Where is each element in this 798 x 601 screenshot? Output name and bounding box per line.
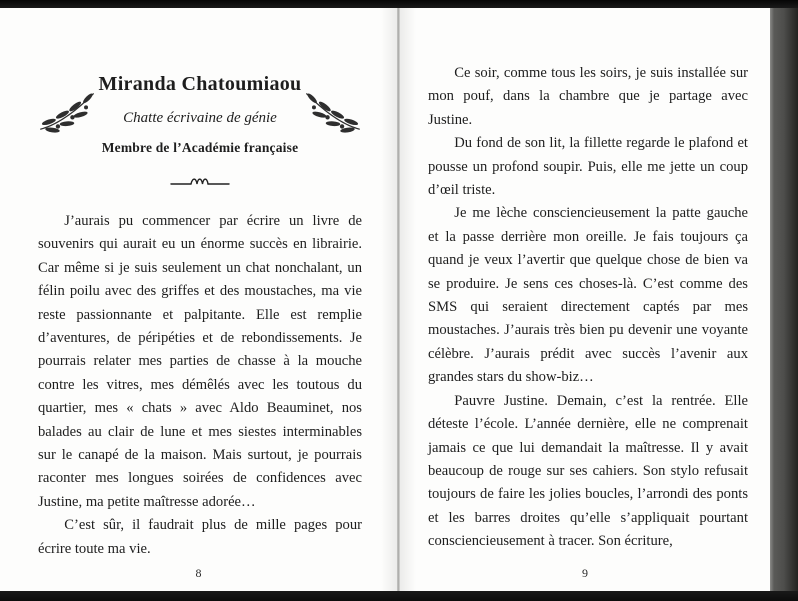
- right-page-body: [428, 62, 748, 554]
- body-paragraph: Ce soir, comme tous les soirs, je suis installée sur mon pouf, dans la chambre que je partage avec Justine.: [428, 65, 748, 128]
- chapter-subtitle: Chatte écrivaine de génie: [123, 110, 277, 126]
- book-fore-edge: [770, 8, 798, 591]
- open-book-pages: [0, 8, 798, 591]
- chapter-header: [38, 72, 362, 191]
- chapter-affiliation: Membre de l’Académie française: [101, 140, 299, 155]
- chapter-title: Miranda Chatoumiaou: [98, 73, 302, 95]
- body-paragraph: Pauvre Justine. Demain, c’est la rentrée. Elle déteste l’école. L’année dernière, elle ne comprenait jamais ce que lui demandait la maîtresse. Il y avait beaucoup de rouge sur ses cahiers. Son stylo refusait toujours de faire les jolies boucles, l’arrondi des ponts et les barres droites qu’elle s’appliquait pourtant consciencieusement à tracer. Son écriture,: [428, 392, 748, 550]
- page-number-left: 8: [195, 566, 202, 580]
- squiggle-divider-icon: [170, 175, 230, 189]
- body-paragraph: C’est sûr, il faudrait plus de mille pages pour écrire toute ma vie.: [38, 517, 362, 557]
- left-page: [0, 8, 397, 591]
- section-divider: [38, 173, 362, 191]
- body-paragraph: Je me lèche consciencieusement la patte gauche et la passe derrière mon oreille. Je fais toujours ça quand je veux l’avertir que quelque chose de bien va se produire. Je sens ces choses-là. C’est comme des SMS qui seraient directement captés par mes moustaches. J’aurais très bien pu devenir une voyante célèbre. J’aurais prédit avec succès l’avenir aux grandes stars du show-biz…: [428, 205, 748, 386]
- book-cover-edge-bottom: [0, 591, 798, 601]
- book-cover-edge-top: [0, 0, 798, 8]
- olive-branch-right-icon: [304, 86, 362, 136]
- right-page: [400, 8, 770, 591]
- page-number-right: 9: [582, 566, 588, 580]
- body-paragraph: Du fond de son lit, la fillette regarde le plafond et pousse un profond soupir. Puis, elle me jette un coup d’œil triste.: [428, 135, 748, 199]
- left-page-body: [38, 210, 362, 561]
- body-paragraph: J’aurais pu commencer par écrire un livre de souvenirs qui aurait eu un énorme succès en librairie. Car même si je suis seulement un chat nonchalant, un félin poilu avec des griffes et des moustaches, ma vie reste passionnante et palpitante. Elle est remplie d’aventures, de péripéties et de rebondissements. Je pourrais relater mes parties de chasse à la mouche contre les vitres, mes démêlés avec les toutous du quartier, mes « chats » avec Aldo Beauminet, nos balades au clair de lune et mes siestes interminables sur le canapé de la maison. Mais surtout, je pourrais raconter mes longues soirées de confidences avec Justine, ma petite maîtresse adorée…: [38, 213, 362, 510]
- olive-branch-left-icon: [38, 86, 96, 136]
